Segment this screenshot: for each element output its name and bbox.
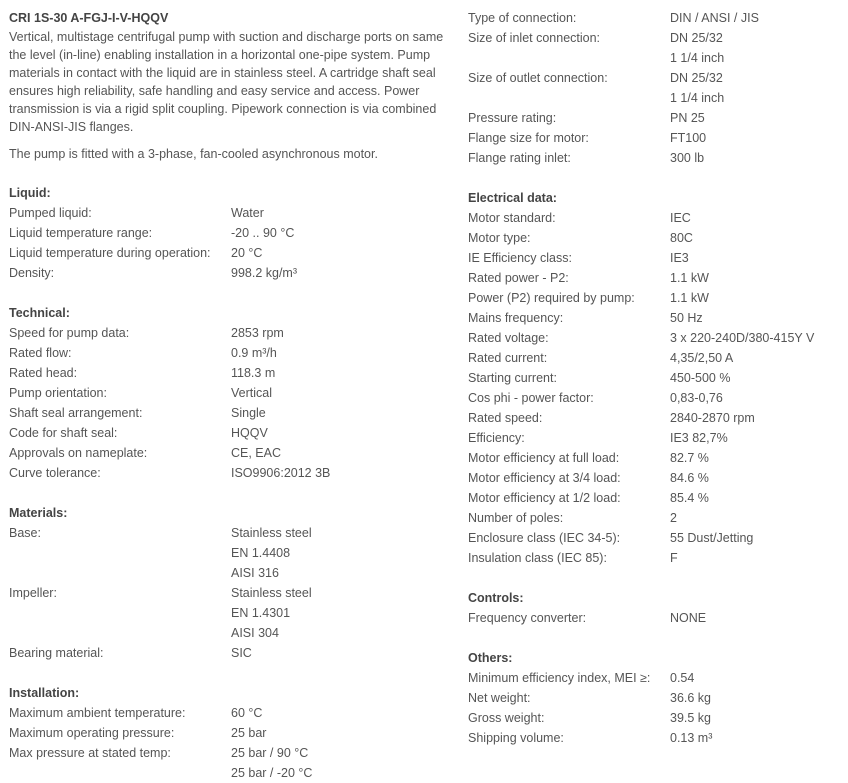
spec-row [468, 508, 840, 528]
spec-label: Density: [9, 266, 55, 280]
spec-section-connections [468, 8, 840, 168]
spec-label: Type of connection: [468, 11, 577, 25]
spec-values [670, 228, 693, 248]
spec-value: 300 lb [670, 151, 705, 165]
left-column [9, 8, 449, 783]
spec-values [670, 308, 703, 328]
section-heading: Installation: [9, 686, 80, 700]
spec-values [231, 583, 312, 643]
right-spec-sections [468, 8, 840, 748]
spec-row [468, 288, 840, 308]
spec-value: ISO9906:2012 3B [231, 466, 331, 480]
spec-value: Vertical [231, 386, 272, 400]
spec-row [468, 248, 840, 268]
spec-value: 55 Dust/Jetting [670, 531, 754, 545]
spec-row [468, 268, 840, 288]
section-spacer [9, 163, 449, 183]
spec-label: Minimum efficiency index, MEI ≥: [468, 671, 651, 685]
spec-value: 1.1 kW [670, 291, 709, 305]
spec-value: DIN / ANSI / JIS [670, 11, 759, 25]
spec-values [670, 508, 677, 528]
spec-row [468, 688, 840, 708]
product-title: CRI 1S-30 A-FGJ-I-V-HQQV [9, 11, 169, 25]
spec-row [9, 423, 449, 443]
spec-section-controls [468, 568, 840, 628]
spec-label: Max pressure at stated temp: [9, 746, 171, 760]
spec-row [468, 328, 840, 348]
spec-row [468, 548, 840, 568]
spec-values [231, 443, 281, 463]
spec-values [670, 528, 753, 548]
section-heading: Others: [468, 651, 513, 665]
spec-values [670, 288, 709, 308]
spec-values [231, 643, 252, 663]
spec-label: Number of poles: [468, 511, 564, 525]
spec-value: 998.2 kg/m³ [231, 266, 298, 280]
section-spacer [9, 283, 449, 303]
spec-value: -20 .. 90 °C [231, 226, 295, 240]
spec-value: EN 1.4301 [231, 606, 291, 620]
spec-value: 118.3 m [231, 366, 276, 380]
spec-label: Maximum operating pressure: [9, 726, 175, 740]
spec-label: Liquid temperature during operation: [9, 246, 211, 260]
spec-value: 36.6 kg [670, 691, 712, 705]
spec-label: Rated voltage: [468, 331, 549, 345]
spec-value: EN 1.4408 [231, 546, 291, 560]
spec-value: PN 25 [670, 111, 705, 125]
spec-value: 2 [670, 511, 677, 525]
spec-label: Power (P2) required by pump: [468, 291, 635, 305]
spec-label: Rated speed: [468, 411, 543, 425]
spec-values [670, 448, 709, 468]
spec-section-liquid [9, 163, 449, 283]
spec-value: HQQV [231, 426, 268, 440]
spec-value: 1 1/4 inch [670, 51, 725, 65]
spec-value: 0.9 m³/h [231, 346, 277, 360]
section-spacer [9, 483, 449, 503]
spec-value: 60 °C [231, 706, 263, 720]
spec-value: 0.54 [670, 671, 695, 685]
spec-row [9, 463, 449, 483]
spec-values [231, 403, 266, 423]
spec-value: Stainless steel [231, 586, 312, 600]
spec-section-others [468, 628, 840, 748]
spec-values [670, 328, 814, 348]
spec-label: Frequency converter: [468, 611, 587, 625]
spec-label: Base: [9, 526, 41, 540]
spec-value: 3 x 220-240D/380-415Y V [670, 331, 815, 345]
section-spacer [9, 663, 449, 683]
spec-value: 50 Hz [670, 311, 703, 325]
spec-row [9, 203, 449, 223]
spec-label: Approvals on nameplate: [9, 446, 148, 460]
spec-values [670, 408, 755, 428]
spec-values [670, 108, 705, 128]
spec-row [468, 368, 840, 388]
spec-row [9, 263, 449, 283]
spec-label: Motor efficiency at 1/2 load: [468, 491, 621, 505]
spec-values [670, 208, 691, 228]
spec-row [468, 68, 840, 108]
spec-section-installation [9, 663, 449, 783]
spec-value: FT100 [670, 131, 707, 145]
spec-section-materials [9, 483, 449, 663]
spec-values [670, 28, 724, 68]
spec-label: IE Efficiency class: [468, 251, 572, 265]
spec-values [231, 323, 284, 343]
spec-row [9, 523, 449, 583]
spec-value: 450-500 % [670, 371, 731, 385]
spec-label: Gross weight: [468, 711, 545, 725]
spec-values [231, 463, 330, 483]
spec-label: Motor type: [468, 231, 531, 245]
spec-row [468, 408, 840, 428]
spec-row [468, 708, 840, 728]
spec-value: 20 °C [231, 246, 263, 260]
spec-label: Efficiency: [468, 431, 525, 445]
spec-values [231, 723, 266, 743]
spec-row [9, 743, 449, 783]
spec-row [9, 643, 449, 663]
spec-label: Pressure rating: [468, 111, 557, 125]
section-heading: Controls: [468, 591, 524, 605]
spec-value: 39.5 kg [670, 711, 712, 725]
spec-label: Bearing material: [9, 646, 104, 660]
spec-row [9, 363, 449, 383]
spec-section-electrical-data [468, 168, 840, 568]
spec-value: 25 bar / 90 °C [231, 746, 309, 760]
spec-label: Enclosure class (IEC 34-5): [468, 531, 621, 545]
spec-row [9, 323, 449, 343]
spec-label: Maximum ambient temperature: [9, 706, 186, 720]
spec-row [9, 703, 449, 723]
spec-row [9, 343, 449, 363]
spec-values [231, 703, 262, 723]
section-spacer [468, 628, 840, 648]
section-heading: Technical: [9, 306, 70, 320]
spec-row [468, 148, 840, 168]
spec-row [468, 608, 840, 628]
spec-label: Curve tolerance: [9, 466, 101, 480]
spec-values [670, 428, 728, 448]
spec-row [9, 223, 449, 243]
spec-label: Starting current: [468, 371, 557, 385]
spec-label: Speed for pump data: [9, 326, 130, 340]
spec-row [468, 8, 840, 28]
spec-values [231, 363, 275, 383]
spec-value: 0,83-0,76 [670, 391, 723, 405]
product-description: Vertical, multistage centrifugal pump with suction and discharge ports on same the level (in-line) enabling installation in a horizontal one-pipe system. Pump materials in contact with the liquid are in stainless steel. A cartridge shaft seal ensures high reliability, safe handling and easy service and access. Power transmission is via a rigid split coupling. Pipework connection is via combined DIN-ANSI-JIS flanges. [9, 30, 444, 134]
spec-values [670, 348, 733, 368]
spec-row [9, 383, 449, 403]
spec-value: DN 25/32 [670, 31, 723, 45]
motor-note: The pump is fitted with a 3-phase, fan-cooled asynchronous motor. [9, 147, 378, 161]
spec-values [231, 343, 277, 363]
spec-row [468, 228, 840, 248]
spec-row [9, 583, 449, 643]
spec-value: 1 1/4 inch [670, 91, 725, 105]
section-heading: Liquid: [9, 186, 51, 200]
spec-label: Motor efficiency at full load: [468, 451, 620, 465]
left-spec-sections [9, 163, 449, 783]
spec-value: F [670, 551, 678, 565]
spec-value: CE, EAC [231, 446, 282, 460]
spec-label: Motor efficiency at 3/4 load: [468, 471, 621, 485]
spec-label: Rated power - P2: [468, 271, 569, 285]
spec-values [231, 383, 272, 403]
spec-label: Shipping volume: [468, 731, 564, 745]
spec-label: Size of inlet connection: [468, 31, 601, 45]
section-heading: Electrical data: [468, 191, 557, 205]
spec-row [468, 348, 840, 368]
spec-label: Insulation class (IEC 85): [468, 551, 607, 565]
spec-values [231, 523, 312, 583]
spec-label: Shaft seal arrangement: [9, 406, 143, 420]
spec-value: 1.1 kW [670, 271, 709, 285]
spec-value: 84.6 % [670, 471, 709, 485]
spec-values [231, 243, 262, 263]
spec-value: 80C [670, 231, 693, 245]
spec-label: Rated current: [468, 351, 548, 365]
section-heading: Materials: [9, 506, 68, 520]
spec-values [670, 608, 706, 628]
spec-label: Size of outlet connection: [468, 71, 608, 85]
spec-values [231, 223, 294, 243]
spec-row [468, 488, 840, 508]
spec-value: 25 bar / -20 °C [231, 766, 313, 780]
spec-values [670, 548, 678, 568]
spec-label: Flange size for motor: [468, 131, 589, 145]
spec-value: 2853 rpm [231, 326, 284, 340]
spec-label: Code for shaft seal: [9, 426, 118, 440]
spec-row [468, 28, 840, 68]
spec-value: 4,35/2,50 A [670, 351, 734, 365]
spec-values [670, 488, 709, 508]
spec-value: IEC [670, 211, 691, 225]
spec-value: Stainless steel [231, 526, 312, 540]
spec-values [670, 708, 711, 728]
spec-value: IE3 82,7% [670, 431, 728, 445]
spec-row [468, 208, 840, 228]
spec-row [468, 128, 840, 148]
spec-label: Flange rating inlet: [468, 151, 571, 165]
spec-row [9, 443, 449, 463]
spec-values [670, 668, 694, 688]
spec-row [9, 723, 449, 743]
spec-row [468, 448, 840, 468]
spec-value: 25 bar [231, 726, 267, 740]
spec-value: SIC [231, 646, 252, 660]
spec-values [670, 468, 709, 488]
spec-label: Cos phi - power factor: [468, 391, 594, 405]
spec-value: AISI 316 [231, 566, 279, 580]
spec-values [231, 263, 297, 283]
spec-values [231, 423, 268, 443]
spec-values [670, 728, 712, 748]
spec-label: Motor standard: [468, 211, 556, 225]
spec-row [468, 388, 840, 408]
spec-value: 82.7 % [670, 451, 709, 465]
spec-row [468, 728, 840, 748]
spec-label: Impeller: [9, 586, 57, 600]
spec-value: 85.4 % [670, 491, 709, 505]
spec-values [231, 743, 312, 783]
spec-values [670, 248, 689, 268]
spec-label: Rated head: [9, 366, 78, 380]
spec-value: 0.13 m³ [670, 731, 713, 745]
spec-row [468, 428, 840, 448]
spec-label: Liquid temperature range: [9, 226, 153, 240]
spec-values [670, 148, 704, 168]
spec-row [468, 108, 840, 128]
spec-row [468, 308, 840, 328]
spec-values [670, 8, 759, 28]
spec-label: Pumped liquid: [9, 206, 92, 220]
spec-values [670, 68, 724, 108]
section-spacer [468, 168, 840, 188]
spec-value: IE3 [670, 251, 689, 265]
spec-value: 2840-2870 rpm [670, 411, 755, 425]
spec-values [670, 128, 706, 148]
right-column [468, 8, 840, 748]
spec-row [9, 243, 449, 263]
spec-values [670, 388, 723, 408]
spec-values [670, 368, 730, 388]
section-spacer [468, 568, 840, 588]
spec-label: Mains frequency: [468, 311, 564, 325]
spec-value: NONE [670, 611, 707, 625]
spec-row [9, 403, 449, 423]
spec-row [468, 468, 840, 488]
spec-value: Single [231, 406, 266, 420]
spec-value: AISI 304 [231, 626, 279, 640]
spec-values [670, 268, 709, 288]
spec-label: Net weight: [468, 691, 531, 705]
spec-label: Rated flow: [9, 346, 72, 360]
spec-section-technical [9, 283, 449, 483]
spec-values [231, 203, 264, 223]
spec-row [468, 668, 840, 688]
spec-values [670, 688, 711, 708]
spec-label: Pump orientation: [9, 386, 107, 400]
spec-value: DN 25/32 [670, 71, 723, 85]
spec-value: Water [231, 206, 264, 220]
spec-row [468, 528, 840, 548]
